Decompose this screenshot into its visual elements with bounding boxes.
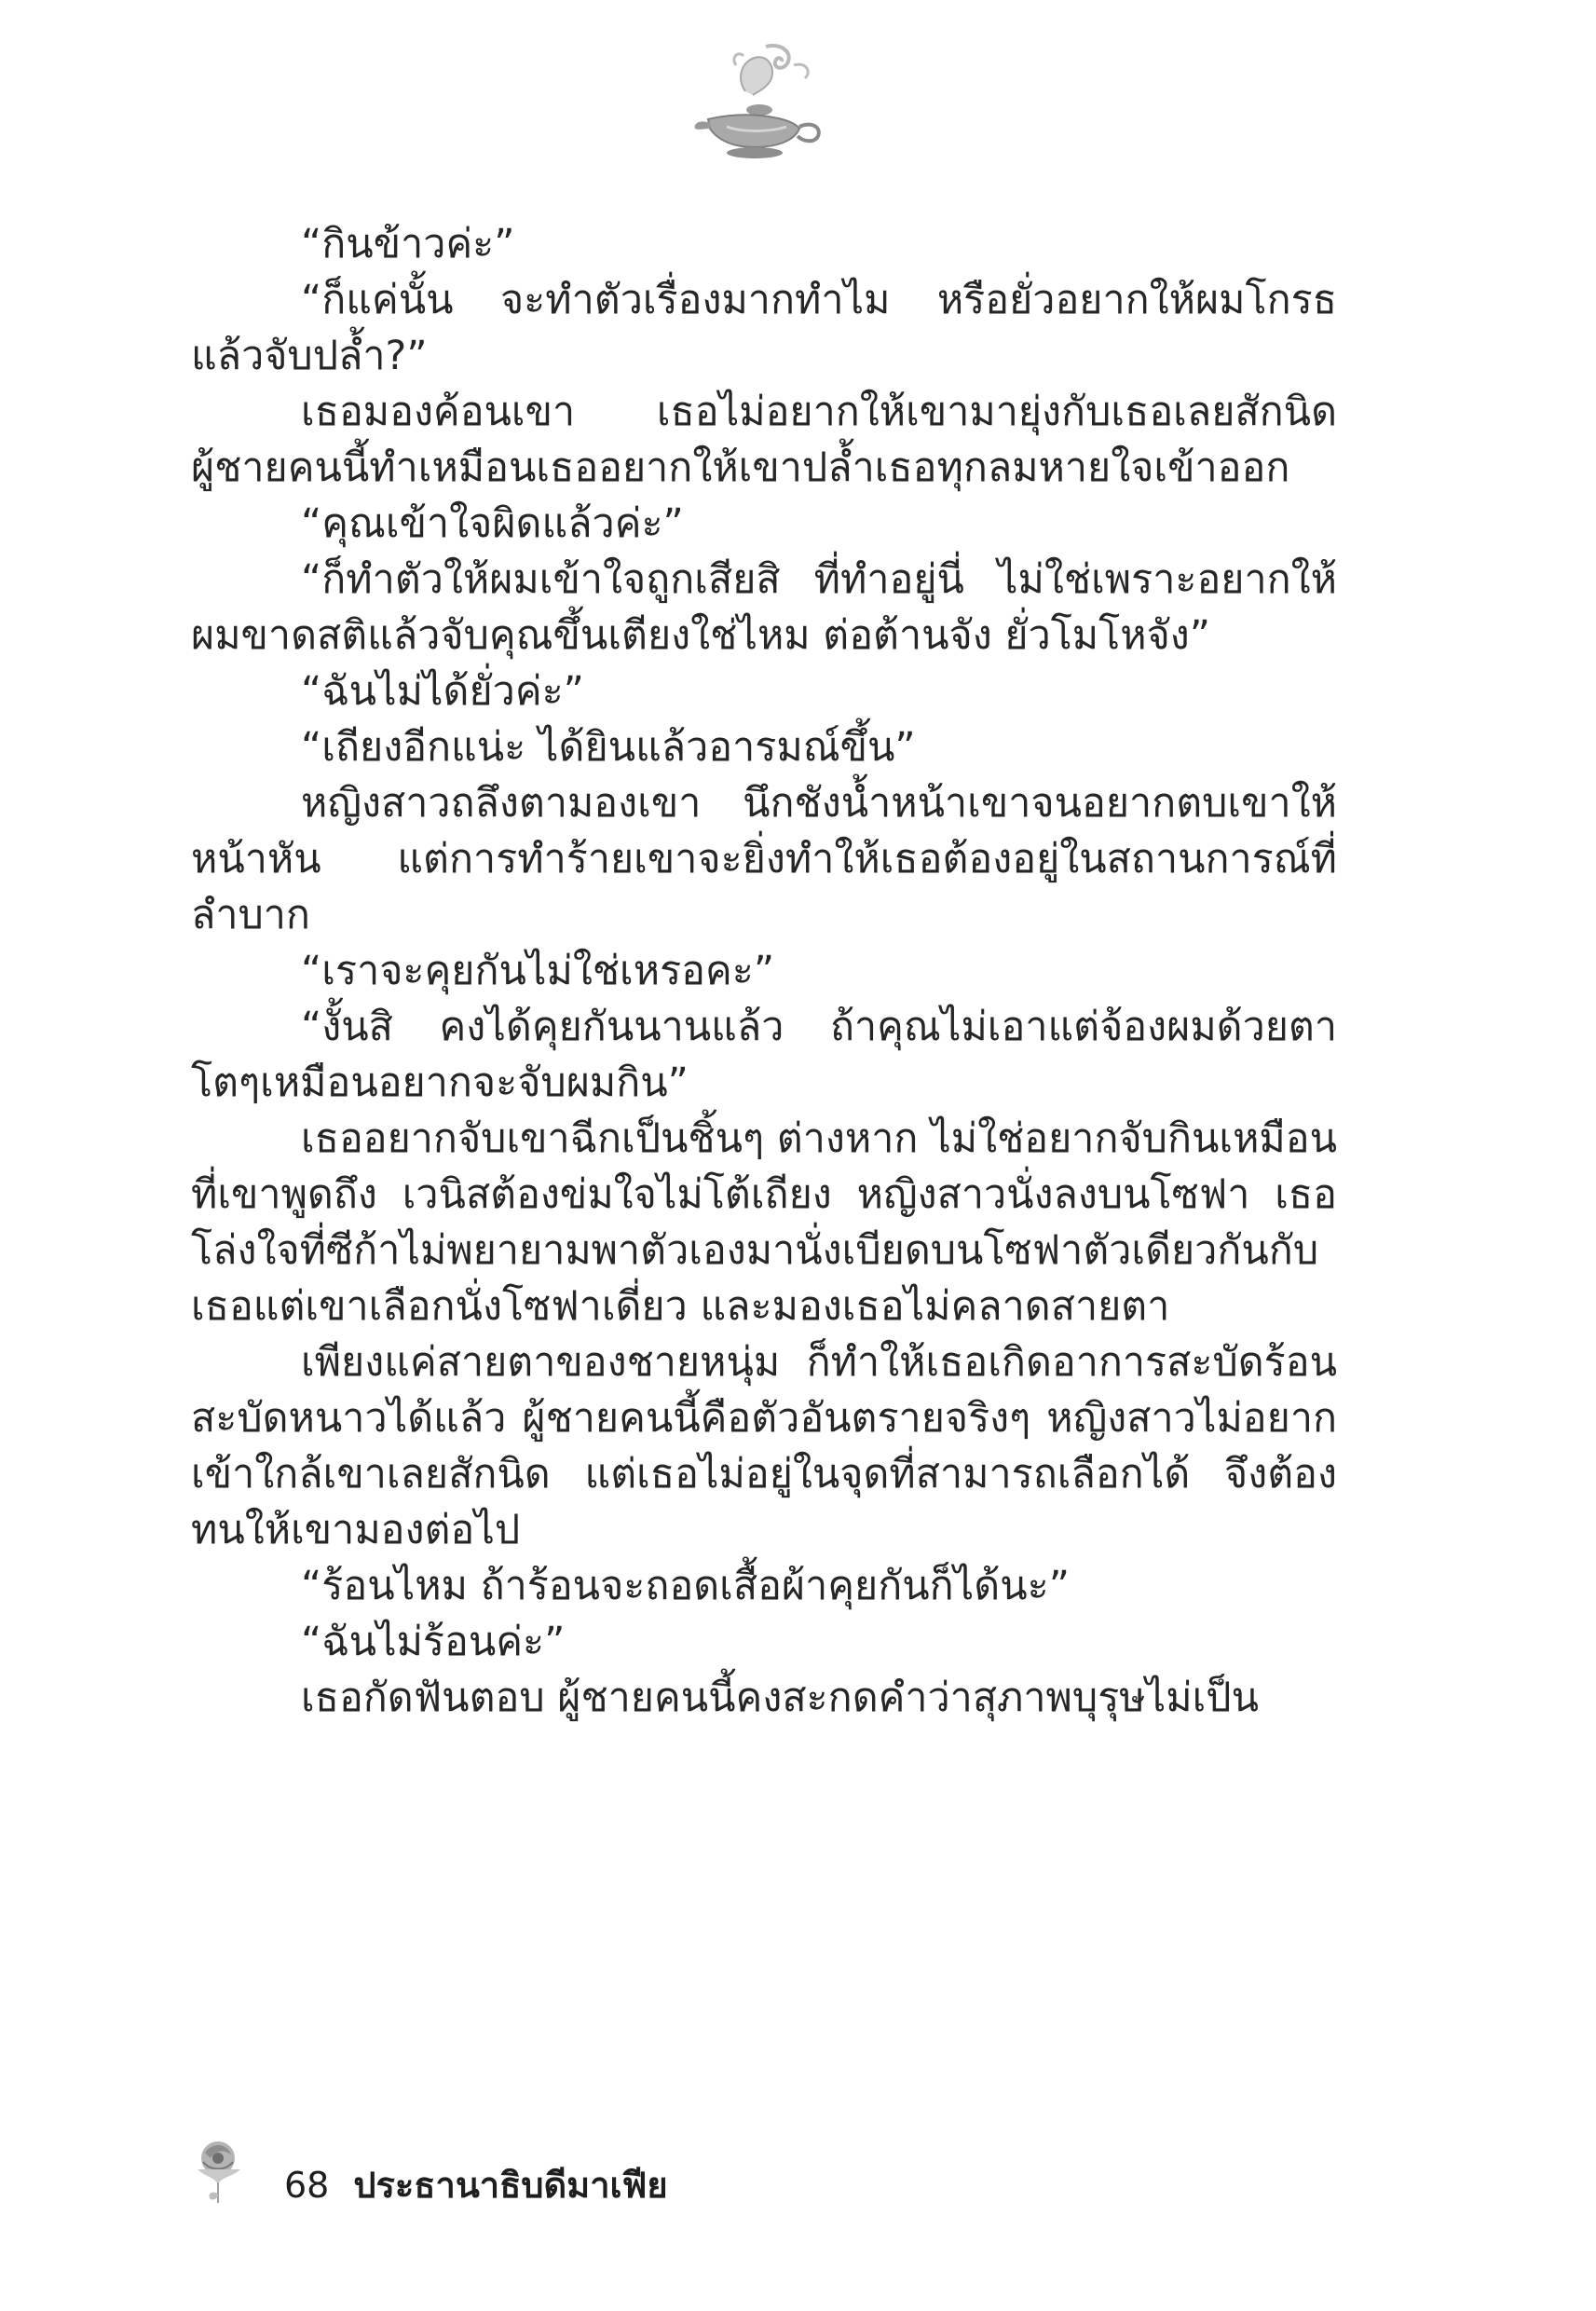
- page-footer: [284, 2162, 668, 2208]
- paragraph: เธออยากจับเขาฉีกเป็นชิ้นๆ ต่างหาก ไม่ใช่อยากจับกินเหมือนที่เขาพูดถึง เวนิสต้องข่มใจไม่โต้เถียง หญิงสาวนั่งลงบนโซฟา เธอโล่งใจที่ซีก้าไม่พยายามพาตัวเองมานั่งเบียดบนโซฟาตัวเดียวกันกับเธอแต่เขาเลือกนั่งโซฟาเดี่ยว และมองเธอไม่คลาดสายตา: [191, 1115, 1337, 1330]
- paragraph: “ก็แค่นั้น จะทำตัวเรื่องมากทำไม หรือยั่วอยากให้ผมโกรธแล้วจับปล้ำ?”: [191, 277, 1337, 379]
- paragraph: เพียงแค่สายตาของชายหนุ่ม ก็ทำให้เธอเกิดอาการสะบัดร้อนสะบัดหนาวได้แล้ว ผู้ชายคนนี้คือตัวอันตรายจริงๆ หญิงสาวไม่อยากเข้าใกล้เขาเลยสักนิด แต่เธอไม่อยู่ในจุดที่สามารถเลือกได้ จึงต้องทนให้เขามองต่อไป: [191, 1339, 1337, 1553]
- paragraph: หญิงสาวถลึงตามองเขา นึกชังน้ำหน้าเขาจนอยากตบเขาให้หน้าหัน แต่การทำร้ายเขาจะยิ่งทำให้เธอต้องอยู่ในสถานการณ์ที่ลำบาก: [191, 780, 1337, 938]
- paragraph: “คุณเข้าใจผิดแล้วค่ะ”: [301, 500, 684, 547]
- page-body: [191, 216, 1337, 1726]
- paragraph: เธอมองค้อนเขา เธอไม่อยากให้เขามายุ่งกับเธอเลยสักนิด ผู้ชายคนนี้ทำเหมือนเธออยากให้เขาปล้ำเธอทุกลมหายใจเข้าออก: [191, 389, 1337, 491]
- paragraph: “เถียงอีกแน่ะ ได้ยินแล้วอารมณ์ขึ้น”: [301, 724, 916, 771]
- page-number: 68: [284, 2165, 330, 2206]
- rose-ornament-icon: [186, 2134, 252, 2208]
- paragraph: “ฉันไม่ได้ยั่วค่ะ”: [301, 668, 584, 715]
- paragraph: “ร้อนไหม ถ้าร้อนจะถอดเสื้อผ้าคุยกันก็ได้นะ”: [301, 1563, 1070, 1609]
- genie-lamp-icon: [689, 37, 829, 168]
- book-title: ประธานาธิบดีมาเฟีย: [353, 2165, 668, 2206]
- paragraph: “กินข้าวค่ะ”: [301, 221, 515, 267]
- paragraph: เธอกัดฟันตอบ ผู้ชายคนนี้คงสะกดคำว่าสุภาพบุรุษไม่เป็น: [301, 1675, 1259, 1721]
- paragraph: “ก็ทำตัวให้ผมเข้าใจถูกเสียสิ ที่ทำอยู่นี่ ไม่ใช่เพราะอยากให้ผมขาดสติแล้วจับคุณขึ้นเตียงใช่ไหม ต่อต้านจัง ยั่วโมโหจัง”: [191, 556, 1337, 659]
- paragraph: “เราจะคุยกันไม่ใช่เหรอคะ”: [301, 948, 775, 994]
- paragraph: “ฉันไม่ร้อนค่ะ”: [301, 1619, 566, 1665]
- paragraph: “งั้นสิ คงได้คุยกันนานแล้ว ถ้าคุณไม่เอาแต่จ้องผมด้วยตาโตๆเหมือนอยากจะจับผมกิน”: [191, 1004, 1337, 1106]
